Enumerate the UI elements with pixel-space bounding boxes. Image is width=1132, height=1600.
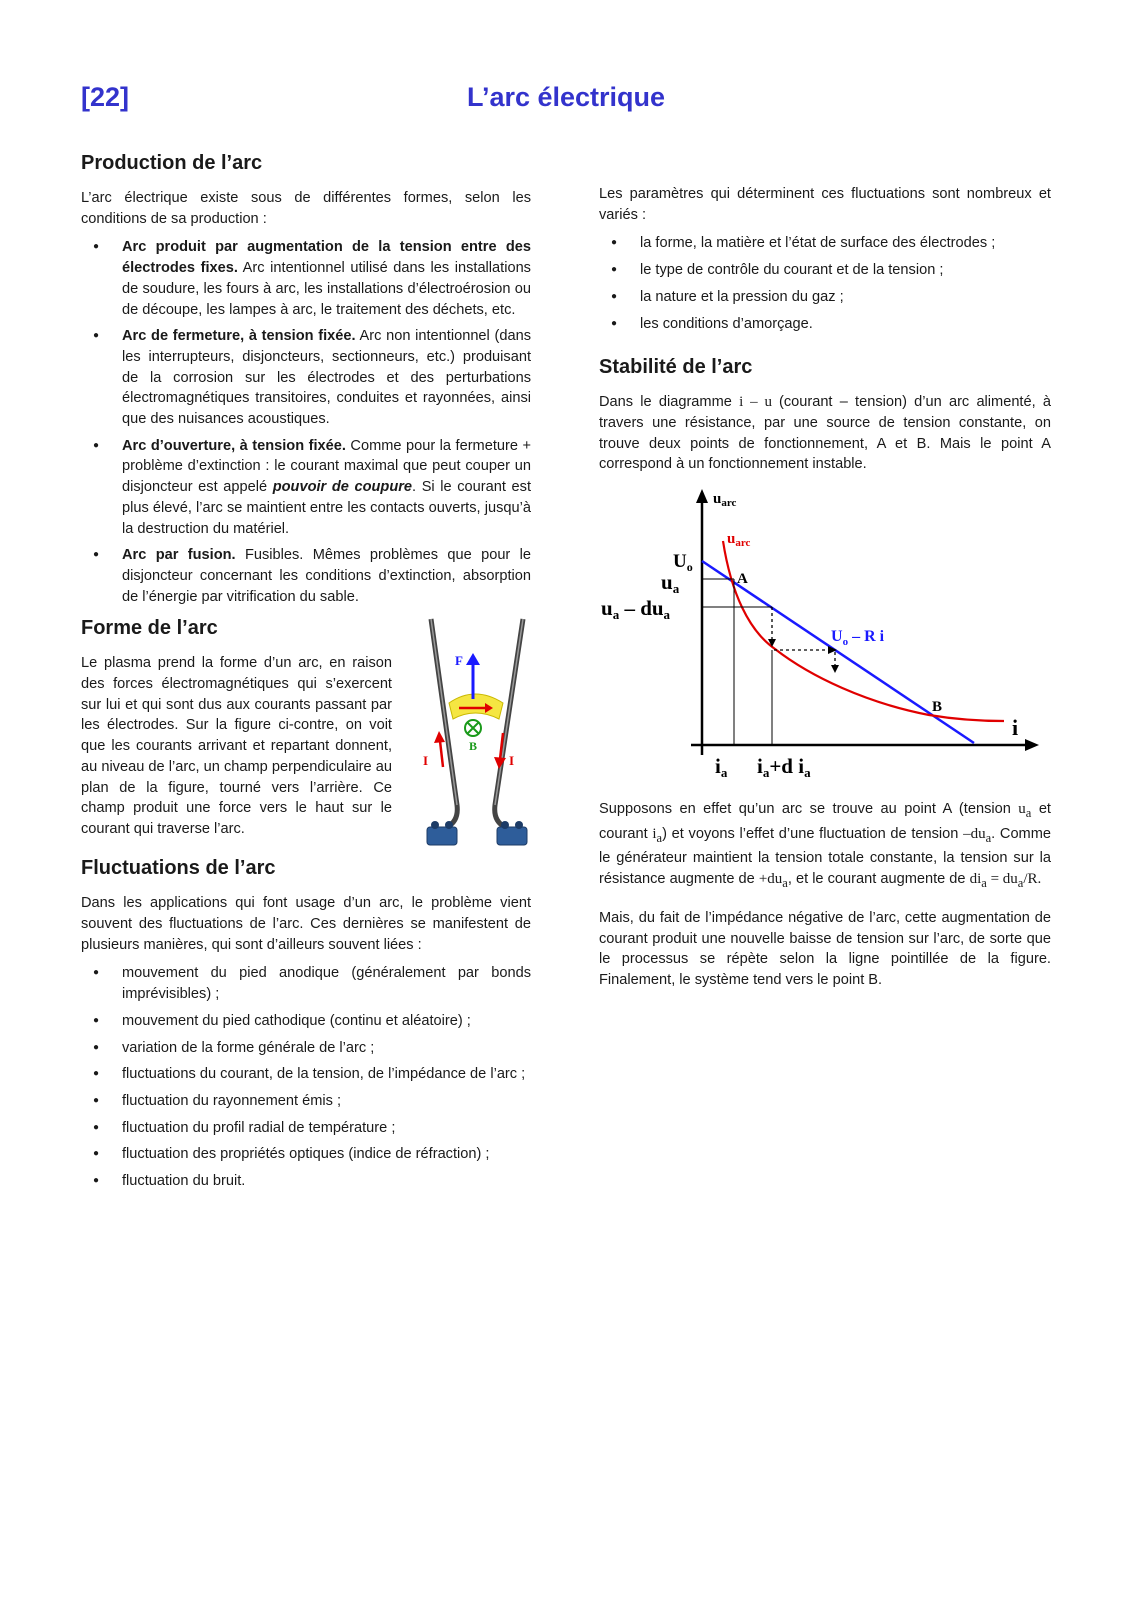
page-title: L’arc électrique xyxy=(466,82,666,112)
list-item xyxy=(81,237,531,320)
item-title: Arc de fermeture, à tension fixée. xyxy=(122,328,356,345)
list-item: ● mouvement du pied anodique (généralement par bonds imprévisibles) ; xyxy=(81,963,531,1004)
production-intro: L’arc électrique existe sous de différentes formes, selon les conditions de sa production : xyxy=(81,190,531,227)
curve-label: $u_{arc}$ xyxy=(727,531,751,550)
tick-uo: $U_o$ xyxy=(673,551,693,575)
list-item xyxy=(81,326,531,430)
label-f: F xyxy=(455,653,463,669)
point-b-label: B xyxy=(932,699,943,716)
item-text: . Si le courant est plus élevé, l’arc se maintient entre les contacts ouverts, jusqu’à la destruction du matériel. xyxy=(122,479,531,537)
list-item: ● la forme, la matière et l’état de surface des électrodes ; xyxy=(599,233,1051,254)
page-number: [22] xyxy=(81,82,130,112)
point-a-label: A xyxy=(737,571,748,588)
list-item: ● fluctuation du profil radial de température ; xyxy=(81,1118,531,1139)
list-item: ● fluctuation du bruit. xyxy=(81,1171,531,1192)
heading-stabilite: Stabilité de l’arc xyxy=(599,356,753,379)
heading-production: Production de l’arc xyxy=(81,152,263,174)
right-column xyxy=(599,184,1051,999)
forme-text: Le plasma prend la forme d’un arc, en raison des forces électromagnétiques qui s’exercent sur lui et qui sont dus aux courants passant par les électrodes. Sur la figure ci-contre, on voit que les courants arrivant et repartant donnent, au niveau de l’arc, un champ perpendiculaire au plan de la figure, tourné vers l’arrière. Ce champ produit une force vers le haut sur le courant qui traverse l’arc. xyxy=(81,655,392,837)
item-text: Comme pour la fermeture + problème d’extinction : le courant maximal que peut couper un disjoncteur est appelé xyxy=(122,437,531,496)
fluctuations-intro: Dans les applications qui font usage d’un arc, le problème vient souvent des fluctuations de l’arc. Ces dernières se manifestent de plusieurs manières, qui sont d’ailleurs souvent liées : xyxy=(81,895,531,953)
item-text: Fusibles. Mêmes problèmes que pour le disjoncteur concernant les conditions d’extinction, absorption de l’énergie par vitrification du sable. xyxy=(122,547,532,605)
stabilite-p1: Dans le diagramme i – u (courant – tension) d’un arc alimenté, à travers une résistance, par une source de tension constante, on trouve deux points de fonctionnement, A et B. Mais le point A correspond à un fonctionnement instable. xyxy=(599,394,1051,473)
list-item: ● les conditions d’amorçage. xyxy=(599,314,1051,335)
label-b: B xyxy=(469,739,478,754)
production-list xyxy=(81,237,531,607)
item-text: Arc intentionnel utilisé dans les installations de soudure, les fours à arc, les installations d’électroérosion ou de découpe, les lampes à arc, le traitement des déchets, etc. xyxy=(122,260,531,318)
list-item: ● fluctuations du courant, de la tension, de l’impédance de l’arc ; xyxy=(81,1064,531,1085)
stabilite-p3: Mais, du fait de l’impédance négative de l’arc, cette augmentation de courant produit une nouvelle baisse de tension sur l’arc, de sorte que le processus se répète selon la ligne pointillée de la figure. Finalement, le système tend vers le point B. xyxy=(599,909,1051,988)
item-emphasis: pouvoir de coupure xyxy=(272,479,413,496)
arc-stability-diagram xyxy=(599,483,1051,789)
forme-section xyxy=(81,615,531,845)
x-axis-label: i xyxy=(1012,715,1019,741)
tick-ua: ua xyxy=(661,570,680,597)
item-text: Arc non intentionnel (dans les interrupteurs, disjoncteurs, sectionneurs, etc.) produisant de la corrosion sur les électrodes et des perturbations électromagnétiques transitoires, conduites et rayonnées, ainsi que des nuisances acoustiques. xyxy=(122,328,531,428)
list-item: ● variation de la forme générale de l’arc ; xyxy=(81,1038,531,1059)
item-title: Arc d’ouverture, à tension fixée. xyxy=(122,437,346,454)
label-i-left: I xyxy=(423,753,429,769)
item-title: Arc produit par augmentation de la tension entre des électrodes fixes. xyxy=(122,239,531,277)
list-item: ● mouvement du pied cathodique (continu et aléatoire) ; xyxy=(81,1011,531,1032)
list-item: ● fluctuation des propriétés optiques (indice de réfraction) ; xyxy=(81,1144,531,1165)
tick-ia-plus-dia: ia+d ia xyxy=(757,754,811,781)
params-intro: Les paramètres qui déterminent ces fluctuations sont nombreux et variés : xyxy=(599,186,1051,223)
tick-ia: ia xyxy=(715,754,728,781)
label-i-right: I xyxy=(509,753,515,769)
fluctuations-list xyxy=(81,963,531,1191)
y-axis-label: $u_{arc}$ xyxy=(713,491,737,510)
electrodes-figure xyxy=(421,615,533,857)
list-item: ● le type de contrôle du courant et de la tension ; xyxy=(599,260,1051,281)
item-title: Arc par fusion. xyxy=(122,547,236,564)
params-list xyxy=(599,233,1051,334)
stabilite-p2: Supposons en effet qu’un arc se trouve au point A (tension $u_a$ et courant $i_a$) et voyons l’effet d’une fluctuation de tension $-du_a$. Comme le générateur maintient la tension totale constante, la tension sur la résistance augmente de $+du_a$, et le courant augmente de $di_a = du_a/R$. xyxy=(599,801,1051,891)
list-item: ● la nature et la pression du gaz ; xyxy=(599,287,1051,308)
line-label: $U_o$ – R i xyxy=(831,628,885,649)
list-item: ● fluctuation du rayonnement émis ; xyxy=(81,1091,531,1112)
heading-forme: Forme de l’arc xyxy=(81,617,218,640)
tick-ua-minus-dua: ua – dua xyxy=(601,596,671,623)
heading-fluctuations: Fluctuations de l’arc xyxy=(81,857,276,880)
list-item xyxy=(81,436,531,540)
left-column xyxy=(81,150,531,1200)
list-item xyxy=(81,545,531,607)
